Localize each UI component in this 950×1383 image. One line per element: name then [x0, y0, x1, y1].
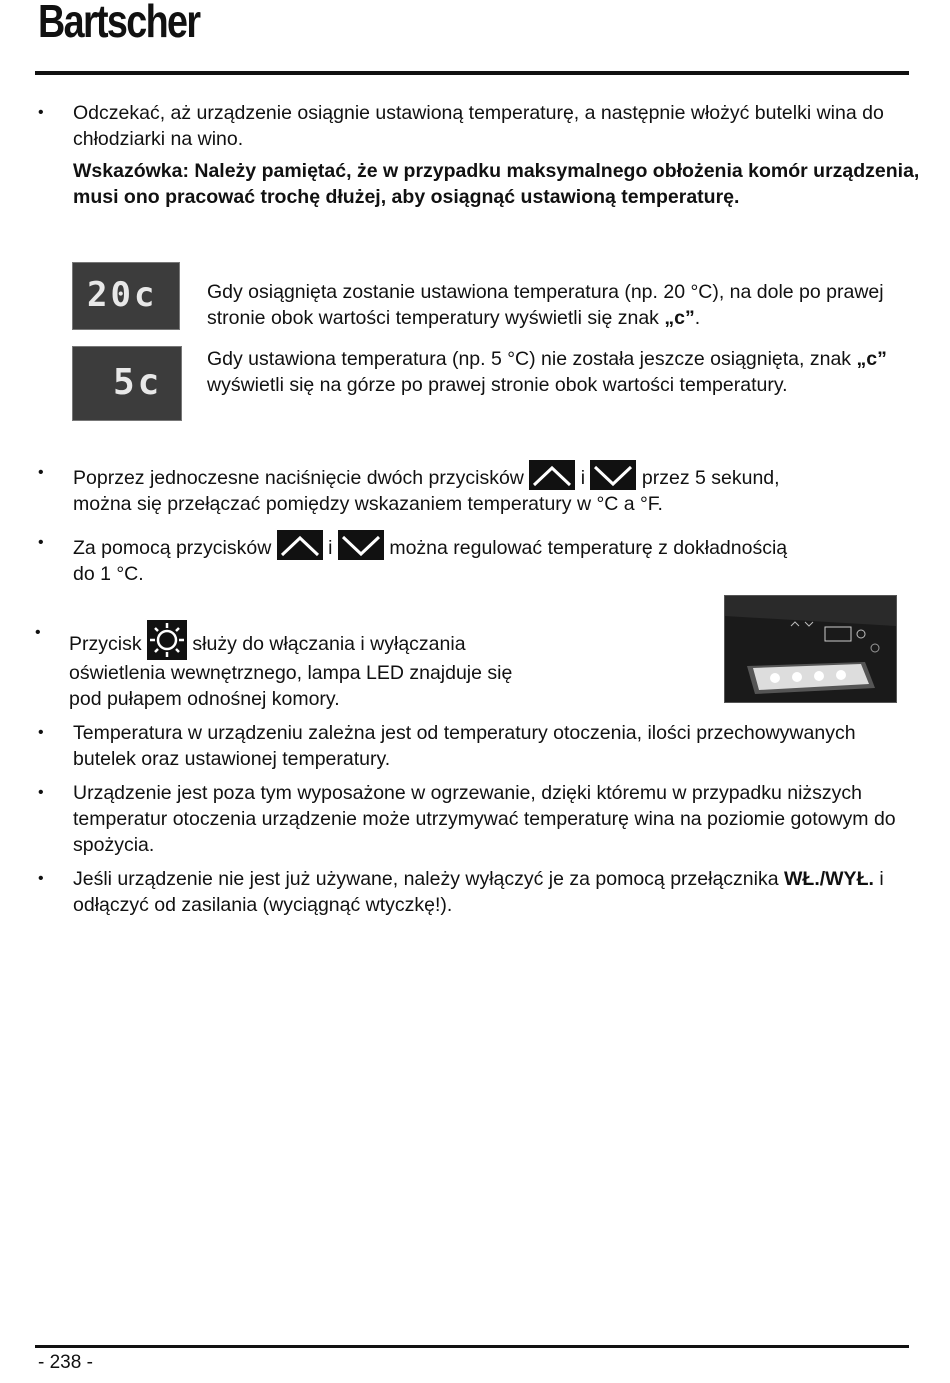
bullet-marker: • [35, 624, 41, 641]
paragraph-switch-off: Jeśli urządzenie nie jest już używane, należy wyłączyć je za pomocą przełącznika WŁ./WYŁ. i odłączyć od zasilania (wyciągnąć wtyczkę!). [73, 868, 884, 916]
paragraph-hint: Wskazówka: Należy pamiętać, że w przypadku maksymalnego obłożenia komór urządzenia, musi ono pracować trochę dłużej, aby osiągnąć ustawioną temperaturę. [73, 160, 920, 208]
display-5c-image [72, 346, 182, 421]
display-segments: 5c [113, 362, 163, 403]
bullet-marker: • [38, 104, 44, 121]
paragraph-light: Przycisk służy do włączania i wyłączania oświetlenia wewnętrznego, lampa LED znajduje się pod pułapem odnośnej komory. [69, 620, 709, 712]
bullet-marker: • [38, 724, 44, 741]
chevron-down-icon [338, 530, 384, 560]
logo-wordmark: Bartscher [38, 0, 200, 47]
bullet-marker: • [38, 534, 44, 551]
chevron-down-icon [590, 460, 636, 490]
paragraph-wait: Odczekać, aż urządzenie osiągnie ustawioną temperaturę, a następnie włożyć butelki wina do chłodziarki na wino. [73, 102, 884, 150]
led-lamp-illustration [725, 596, 896, 702]
display-segments: 20c [87, 275, 158, 315]
display-reached-text: Gdy osiągnięta zostanie ustawiona temperatura (np. 20 °C), na dole po prawej stronie obok wartości temperatury wyświetli się znak „c”. [207, 281, 884, 329]
page-number: - 238 - [38, 1352, 93, 1373]
light-icon [147, 620, 187, 660]
chevron-up-icon [277, 530, 323, 560]
bullet-marker: • [38, 870, 44, 887]
bullet-marker: • [38, 464, 44, 481]
display-not-reached-text: Gdy ustawiona temperatura (np. 5 °C) nie została jeszcze osiągnięta, znak „c” wyświetli się na górze po prawej stronie obok wartości temperatury. [207, 348, 887, 396]
bullet-marker: • [38, 784, 44, 801]
display-20c-image [72, 262, 180, 330]
bartscher-logo [38, 2, 248, 66]
paragraph-unit-switch: Poprzez jednoczesne naciśnięcie dwóch przycisków i przez 5 sekund, można się przełączać pomiędzy wskazaniem temperatury w °C a °F. [73, 460, 918, 517]
paragraph-heating: Urządzenie jest poza tym wyposażone w ogrzewanie, dzięki któremu w przypadku niższych temperatur otoczenia urządzenie może utrzymywać temperaturę wina na poziomie gotowym do spożycia. [73, 782, 896, 856]
led-lamp-photo [724, 595, 897, 703]
footer-rule [35, 1345, 909, 1348]
paragraph-temperature: Temperatura w urządzeniu zależna jest od temperatury otoczenia, ilości przechowywanych butelek oraz ustawionej temperatury. [73, 722, 856, 770]
paragraph-adjust: Za pomocą przycisków i można regulować temperaturę z dokładnością do 1 °C. [73, 530, 918, 587]
header-rule [35, 71, 909, 75]
chevron-up-icon [529, 460, 575, 490]
